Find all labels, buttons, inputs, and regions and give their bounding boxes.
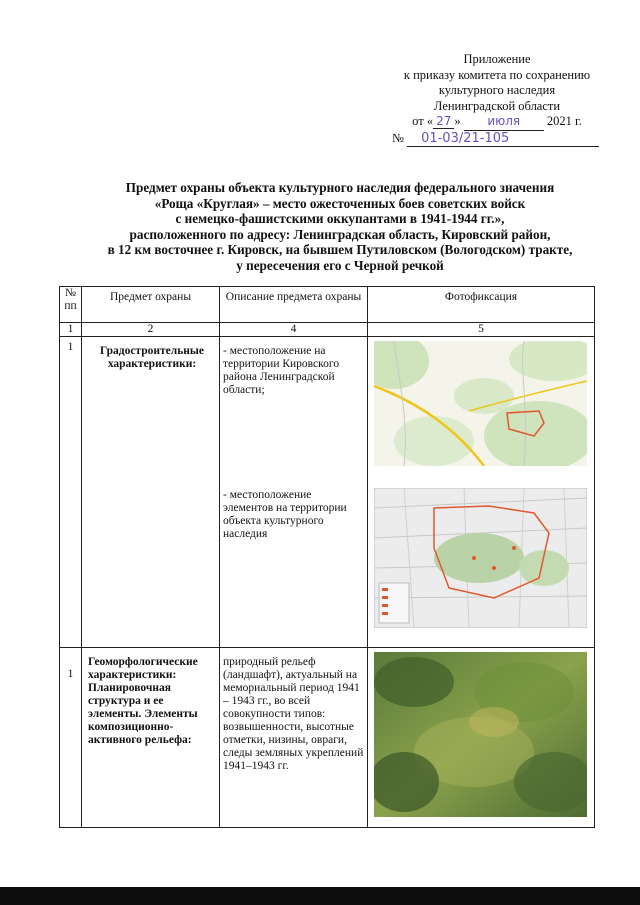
header-row <box>60 287 595 323</box>
col-number: 1 <box>60 323 82 337</box>
date-month: июля <box>464 114 544 131</box>
description-location-elements: - местоположение элементов на территории объекта культурного наследия <box>223 489 347 540</box>
order-date-line <box>384 114 610 131</box>
date-prefix: от « <box>412 114 434 128</box>
row-number: 1 <box>60 337 82 648</box>
row-description <box>220 337 368 648</box>
date-day: 27 <box>433 114 454 129</box>
order-number-line <box>392 131 610 148</box>
header-subject: Предмет охраны <box>82 287 220 323</box>
forest-aerial-photo <box>374 652 587 817</box>
row-subject: Геоморфологические характеристики: Планировочная структура и ее элементы. Элементы композиционно-активного рельефа: <box>82 648 220 828</box>
appendix-header <box>384 52 610 147</box>
row-number: 1 <box>60 648 82 828</box>
header-description: Описание предмета охраны <box>220 287 368 323</box>
description-location-district: - местоположение на территории Кировского района Ленинградской области; <box>223 345 340 396</box>
row-photos <box>368 337 595 648</box>
title-line: расположенного по адресу: Ленинградская область, Кировский район, <box>129 226 551 242</box>
title-line: Предмет охраны объекта культурного наследия федерального значения <box>125 180 555 195</box>
number-prefix: № <box>392 130 404 145</box>
title-line: у пересечения его с Черной речкой <box>236 257 444 273</box>
title-line: с немецко-фашистскими оккупантами в 1941-1944 гг.», <box>175 211 505 227</box>
column-number-row <box>60 323 595 337</box>
header-photo: Фотофиксация <box>368 287 595 323</box>
appendix-line: Ленинградской области <box>433 98 561 113</box>
col-number: 2 <box>82 323 220 337</box>
row-subject: Градостроительные характеристики: <box>82 337 220 648</box>
protection-table <box>59 286 595 828</box>
document-title <box>40 180 640 274</box>
district-map-image <box>374 341 587 466</box>
date-mid: » <box>454 114 461 128</box>
row-photos <box>368 648 595 828</box>
table-row <box>60 337 595 648</box>
table-row <box>60 648 595 828</box>
col-number: 5 <box>368 323 595 337</box>
row-description: природный рельеф (ландшафт), актуальный на мемориальный период 1941 – 1943 гг., во всей совокупности типов: возвышенности, высотные отметки, низины, овраги, следы земляных укреплений 1941–1943 гг. <box>220 648 368 828</box>
date-year: 2021 г. <box>546 114 582 128</box>
appendix-line: культурного наследия <box>438 83 556 97</box>
appendix-line: Приложение <box>463 52 531 66</box>
appendix-line: к приказу комитета по сохранению <box>403 67 591 82</box>
territory-map-image <box>374 488 587 628</box>
title-line: «Роща «Круглая» – место ожесточенных боев советских войск <box>154 195 526 211</box>
title-line: в 12 км восточнее г. Кировск, на бывшем Путиловском (Вологодском) тракте, <box>107 242 573 258</box>
order-number: 01-03/21-105 <box>407 131 599 148</box>
scan-edge-bar <box>0 887 640 905</box>
col-number: 4 <box>220 323 368 337</box>
header-number: № пп <box>60 287 82 323</box>
